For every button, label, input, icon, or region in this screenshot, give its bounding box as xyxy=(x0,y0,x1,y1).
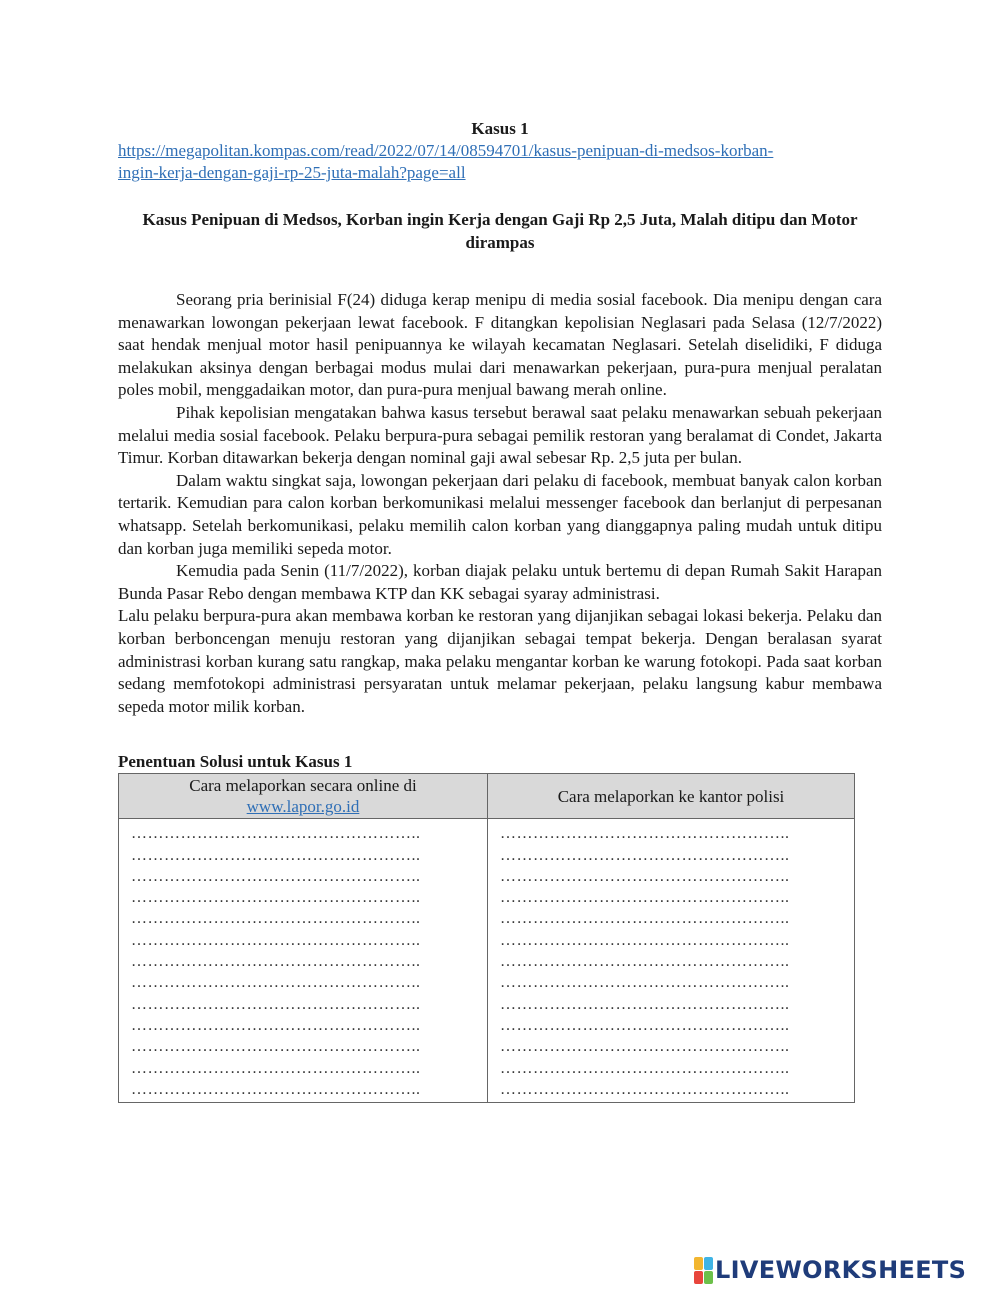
answer-line: …………………………………………….. xyxy=(131,931,421,949)
answer-line: …………………………………………….. xyxy=(500,889,790,907)
answer-line: …………………………………………….. xyxy=(500,974,790,992)
table-header-row xyxy=(119,774,855,819)
answer-line: …………………………………………….. xyxy=(500,931,790,949)
answer-line: …………………………………………….. xyxy=(131,1038,421,1056)
paragraph-5: Lalu pelaku berpura-pura akan membawa korban ke restoran yang dijanjikan sebagai lokasi bekerja. Pelaku dan korban berboncengan menuju restoran yang dijanjikan sebagai tempat bekerja. Dengan beralasan syarat administrasi korban kurang satu rangkap, maka pelaku mengantar korban ke warung fotokopi. Pada saat korban sedang memfotokopi administrasi persyaratan untuk melamar pekerjaan, pelaku langsung kabur membawa sepeda motor milik korban. xyxy=(118,606,882,716)
solution-table xyxy=(118,773,855,1103)
online-report-header-text: Cara melaporkan secara online di xyxy=(189,776,417,796)
answer-line: …………………………………………….. xyxy=(131,889,421,907)
paragraph-1: Seorang pria berinisial F(24) diduga kerap menipu di media sosial facebook. Dia menipu dengan cara menawarkan lowongan pekerjaan lewat facebook. F ditangkan kepolisian Neglasari pada Selasa (12/7/2022) saat hendak menjual motor hasil penipuannya ke wilayah kecamatan Neglasari. Setelah diselidiki, F diduga melakukan aksinya dengan berbagai modus mulai dari menawarkan pekerjaan, pura-pura menjual peralatan poles mobil, menggadaikan motor, dan pura-pura menjual bawang merah online. xyxy=(118,290,882,400)
solution-title: Penentuan Solusi untuk Kasus 1 xyxy=(118,752,353,772)
article-title: Kasus Penipuan di Medsos, Korban ingin Kerja dengan Gaji Rp 2,5 Juta, Malah ditipu dan Motor dirampas xyxy=(142,210,858,252)
case-title: Kasus 1 xyxy=(471,119,529,138)
answer-line: …………………………………………….. xyxy=(500,1016,790,1034)
source-link-line2: ingin-kerja-dengan-gaji-rp-25-juta-malah?page=all xyxy=(118,163,466,182)
answer-line: …………………………………………….. xyxy=(500,867,790,885)
logo-square-icon xyxy=(694,1257,703,1270)
logo-square-icon xyxy=(704,1271,713,1284)
police-report-header: Cara melaporkan ke kantor polisi xyxy=(488,774,855,819)
worksheet-page xyxy=(118,118,882,1103)
answer-line: …………………………………………….. xyxy=(131,1016,421,1034)
paragraph-4: Kemudia pada Senin (11/7/2022), korban diajak pelaku untuk bertemu di depan Rumah Sakit Harapan Bunda Pasar Rebo dengan membawa KTP dan KK sebagai syaray administrasi. xyxy=(118,561,882,603)
article-body xyxy=(118,289,882,718)
liveworksheets-logo-text: LIVEWORKSHEETS xyxy=(715,1256,967,1284)
liveworksheets-logo xyxy=(694,1255,966,1285)
source-link[interactable] xyxy=(118,140,882,184)
logo-square-icon xyxy=(694,1271,703,1284)
answer-line: …………………………………………….. xyxy=(500,846,790,864)
lapor-link[interactable]: www.lapor.go.id xyxy=(246,797,360,817)
answer-line: …………………………………………….. xyxy=(131,867,421,885)
answer-line: …………………………………………….. xyxy=(500,1080,790,1098)
answer-line: …………………………………………….. xyxy=(131,846,421,864)
answer-line: …………………………………………….. xyxy=(131,995,421,1013)
online-report-answer[interactable] xyxy=(119,819,488,1103)
answer-line: …………………………………………….. xyxy=(131,910,421,928)
paragraph-3: Dalam waktu singkat saja, lowongan pekerjaan dari pelaku di facebook, membuat banyak calon korban tertarik. Kemudian para calon korban berkomunikasi melalui messenger facebook dan berlanjut di perpesanan whatsapp. Setelah berkomunikasi, pelaku memilih calon korban yang dianggapnya paling mudah untuk ditipu dan korban juga memiliki sepeda motor. xyxy=(118,470,882,558)
answer-line: …………………………………………….. xyxy=(500,953,790,971)
online-report-header xyxy=(119,774,488,819)
answer-line: …………………………………………….. xyxy=(131,974,421,992)
answer-line: …………………………………………….. xyxy=(131,825,421,843)
table-row xyxy=(119,819,855,1103)
source-link-line1: https://megapolitan.kompas.com/read/2022/07/14/08594701/kasus-penipuan-di-medsos-korban- xyxy=(118,141,774,160)
answer-line: …………………………………………….. xyxy=(131,1059,421,1077)
paragraph-2: Pihak kepolisian mengatakan bahwa kasus tersebut berawal saat pelaku menawarkan sebuah pekerjaan melalui media sosial facebook. Pelaku berpura-pura sebagai pemilik restoran yang beralamat di Condet, Jakarta Timur. Korban ditawarkan bekerja dengan nominal gaji awal sebesar Rp. 2,5 juta per bulan. xyxy=(118,402,882,468)
answer-line: …………………………………………….. xyxy=(500,1059,790,1077)
liveworksheets-logo-icon xyxy=(694,1257,712,1283)
answer-line: …………………………………………….. xyxy=(131,1080,421,1098)
logo-square-icon xyxy=(704,1257,713,1270)
answer-line: …………………………………………….. xyxy=(131,953,421,971)
answer-line: …………………………………………….. xyxy=(500,995,790,1013)
answer-line: …………………………………………….. xyxy=(500,1038,790,1056)
answer-line: …………………………………………….. xyxy=(500,910,790,928)
police-report-answer[interactable] xyxy=(488,819,855,1103)
answer-line: …………………………………………….. xyxy=(500,825,790,843)
